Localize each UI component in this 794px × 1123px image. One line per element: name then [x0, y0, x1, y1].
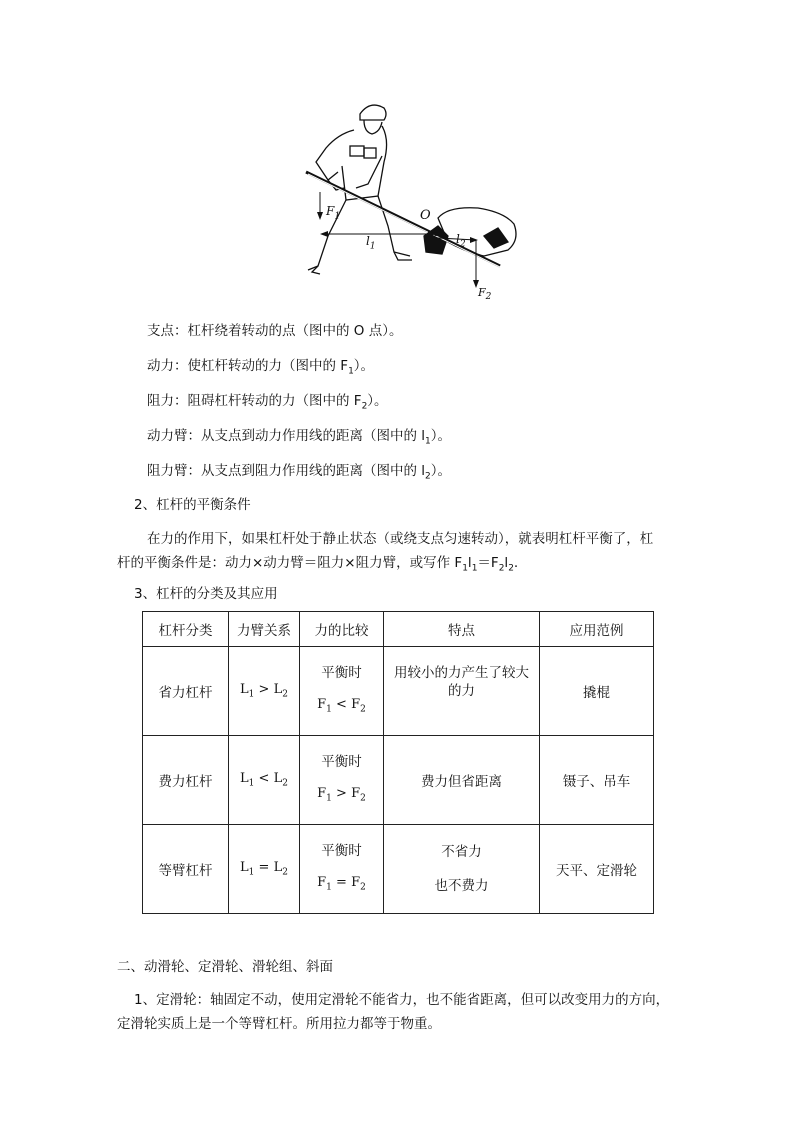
force-comparison: 平衡时 $F_1 > F_2$ — [300, 736, 384, 825]
label-l1: $l_1$ — [366, 234, 376, 252]
table-row — [143, 825, 654, 914]
header-cell: 杠杆分类 — [143, 612, 229, 647]
lever-type: 等臂杠杆 — [143, 825, 229, 914]
label-l2: $l_2$ — [456, 232, 466, 250]
def-effort-arm: 动力臂：从支点到动力作用线的距离（图中的 $l_1$）。 — [147, 428, 452, 447]
lever-classification-table — [142, 611, 654, 914]
header-cell: 特点 — [384, 612, 540, 647]
worker-lever-drawing — [298, 96, 528, 306]
force-comparison: 平衡时 $F_1 = F_2$ — [300, 825, 384, 914]
section3-heading: 3、杠杆的分类及其应用 — [134, 586, 278, 602]
feature: 费力但省距离 — [384, 736, 540, 825]
force-comparison: 平衡时 $F_1 < F_2$ — [300, 647, 384, 736]
header-cell: 力的比较 — [300, 612, 384, 647]
example: 镊子、吊车 — [540, 736, 654, 825]
def-resistance-arm: 阻力臂：从支点到阻力作用线的距离（图中的 $l_2$）。 — [147, 463, 452, 482]
part-two-heading: 二、动滑轮、定滑轮、滑轮组、斜面 — [117, 959, 333, 975]
section2-line2: 杆的平衡条件是：动力×动力臂＝阻力×阻力臂，或写作 $F_1l_1=F_2l_2$. — [117, 555, 519, 574]
lever-type: 省力杠杆 — [143, 647, 229, 736]
feature: 不省力 也不费力 — [384, 825, 540, 914]
def-effort: 动力：使杠杆转动的力（图中的 $F_1$）。 — [147, 358, 375, 377]
lever-figure — [298, 96, 528, 306]
feature: 用较小的力产生了较大 的力 — [384, 647, 540, 736]
table-row — [143, 647, 654, 736]
arm-relation: $L_1 < L_2$ — [229, 736, 300, 825]
section2-heading: 2、杠杆的平衡条件 — [134, 497, 251, 513]
table-header-row — [143, 612, 654, 647]
fixed-pulley-line1: 1、定滑轮：轴固定不动，使用定滑轮不能省力，也不能省距离，但可以改变用力的方向， — [134, 992, 670, 1008]
lever-type: 费力杠杆 — [143, 736, 229, 825]
def-fulcrum: 支点：杠杆绕着转动的点（图中的 O 点）。 — [147, 323, 403, 339]
label-O: O — [420, 208, 431, 223]
def-resistance: 阻力：阻碍杠杆转动的力（图中的 $F_2$）。 — [147, 393, 388, 412]
header-cell: 力臂关系 — [229, 612, 300, 647]
label-F2: $F_2$ — [478, 286, 492, 303]
example: 撬棍 — [540, 647, 654, 736]
arm-relation: $L_1 > L_2$ — [229, 647, 300, 736]
arm-relation: $L_1 = L_2$ — [229, 825, 300, 914]
label-F1: $F_1$ — [326, 204, 341, 222]
table-row — [143, 736, 654, 825]
fixed-pulley-line2: 定滑轮实质上是一个等臂杠杆。所用拉力都等于物重。 — [117, 1016, 441, 1032]
example: 天平、定滑轮 — [540, 825, 654, 914]
header-cell: 应用范例 — [540, 612, 654, 647]
section2-line1: 在力的作用下，如果杠杆处于静止状态（或绕支点匀速转动），就表明杠杆平衡了，杠 — [147, 531, 654, 547]
